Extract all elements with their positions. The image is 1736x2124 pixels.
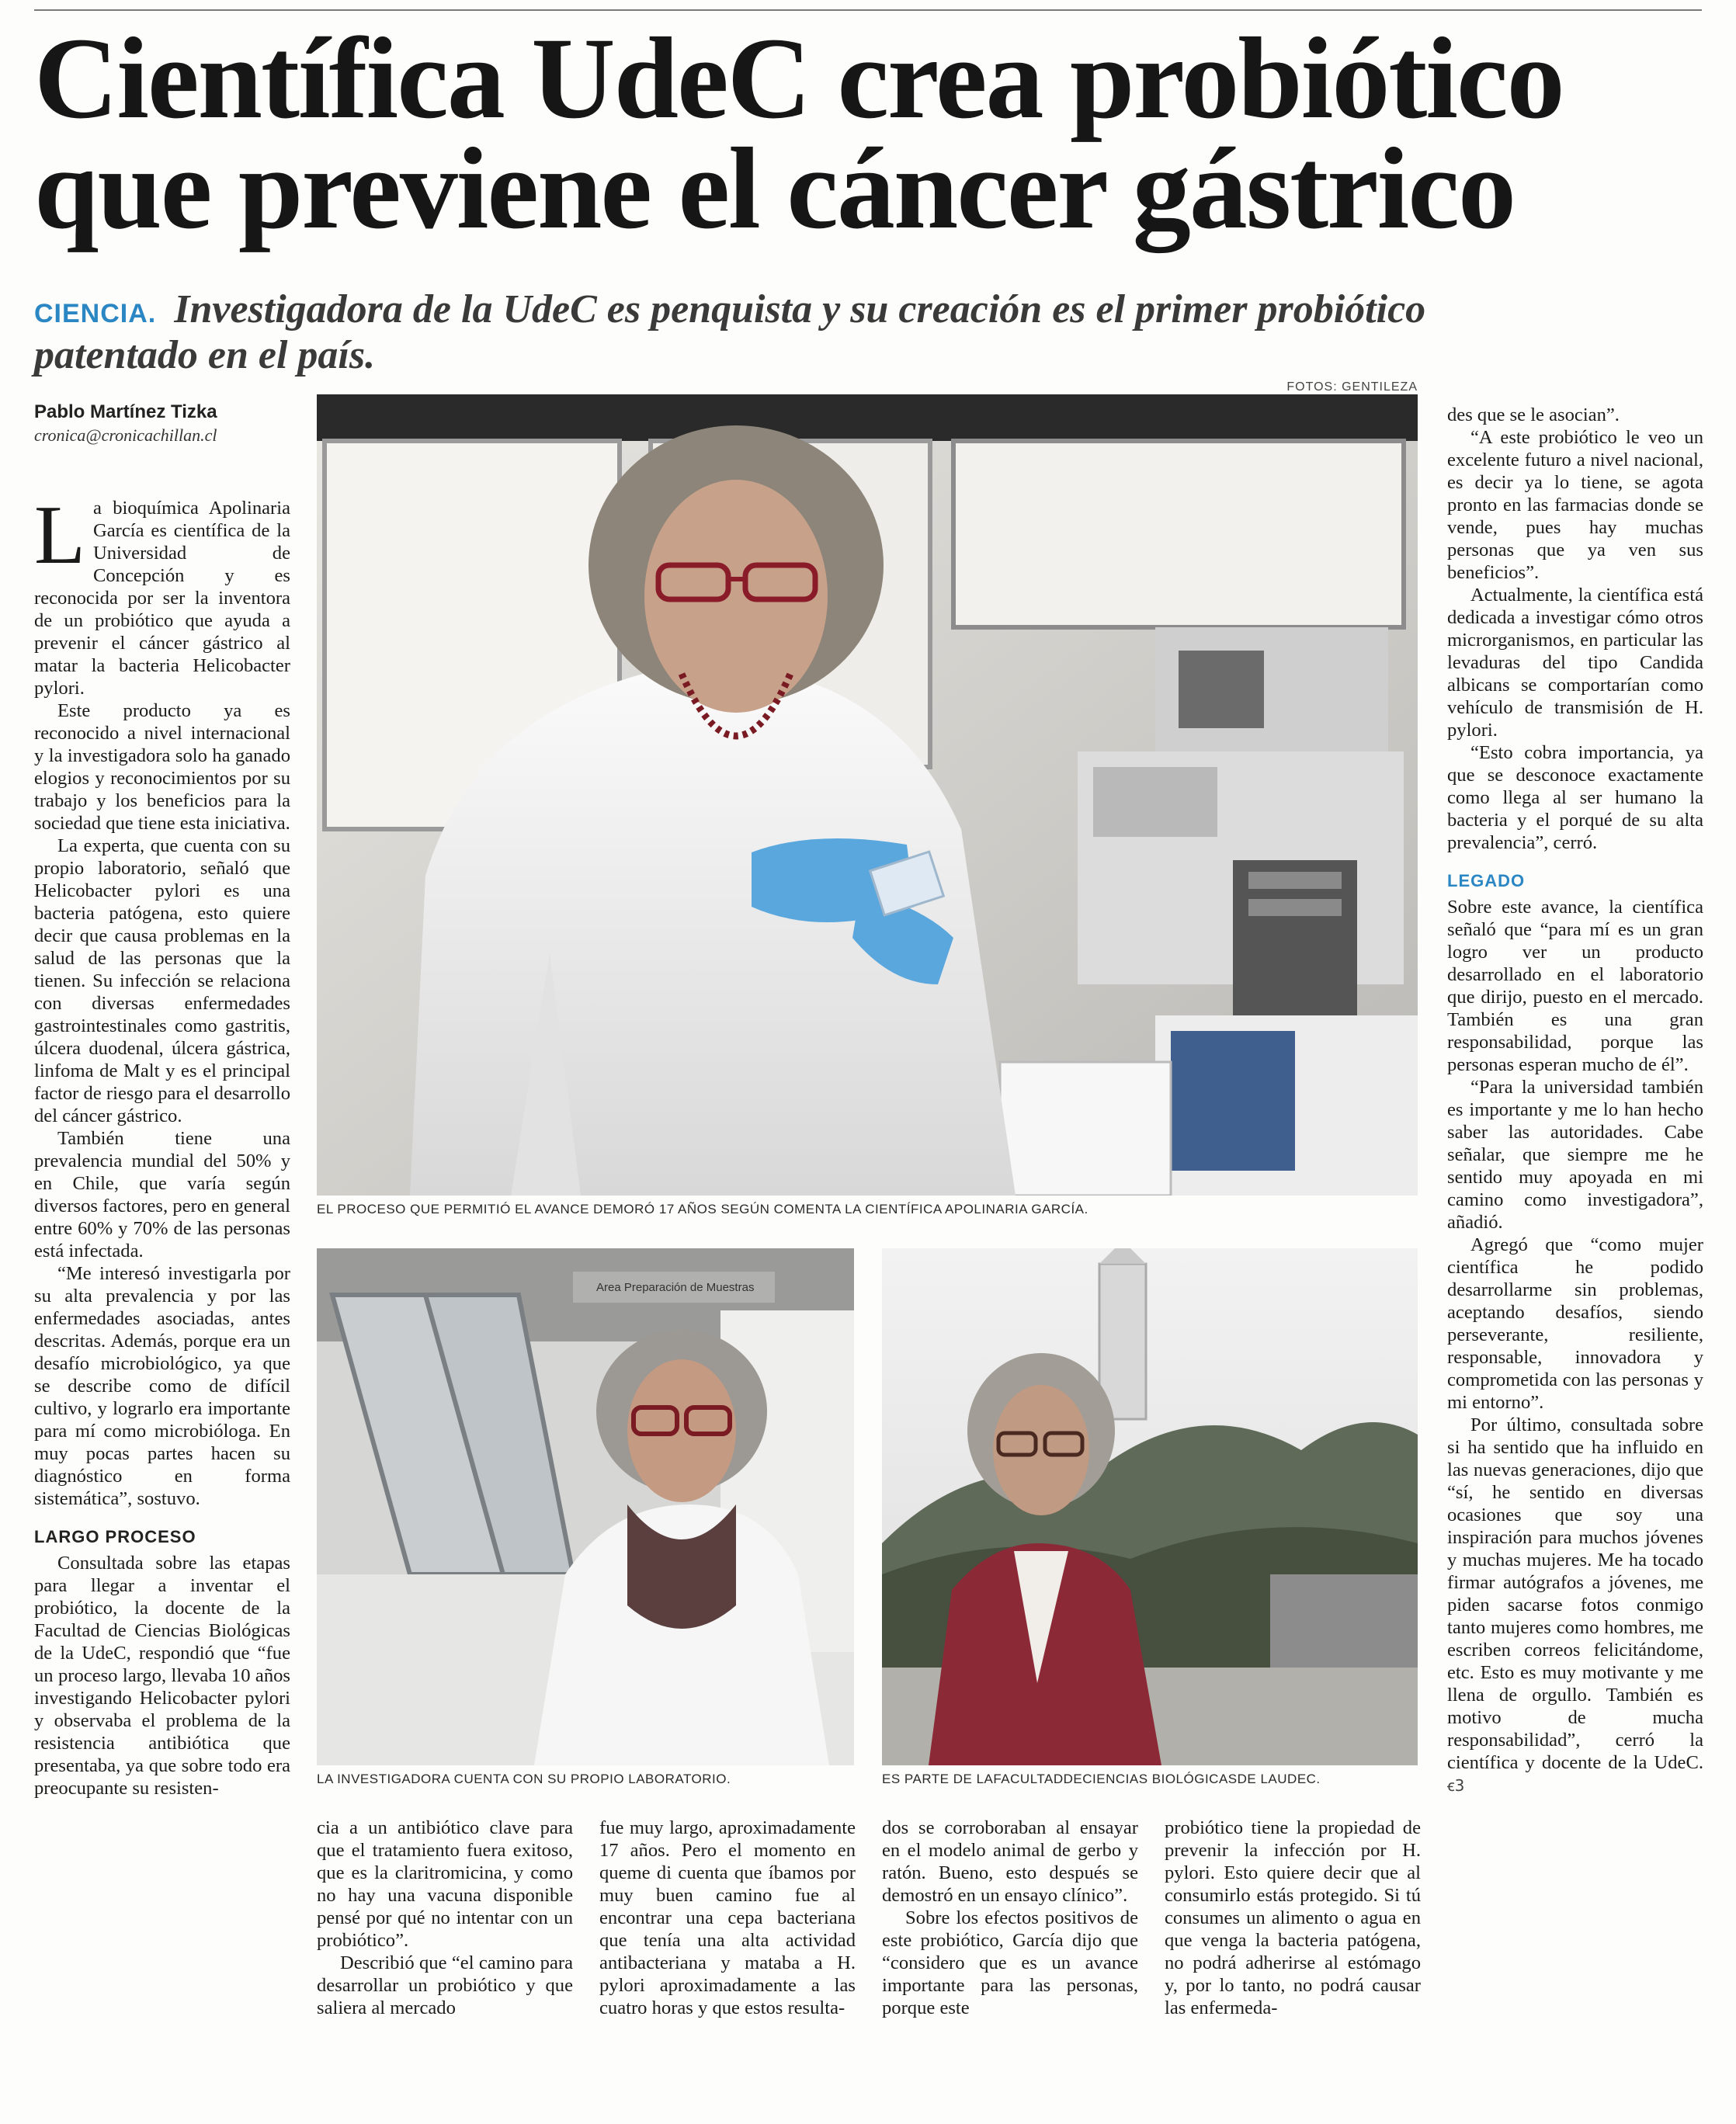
lab-portrait-photo bbox=[317, 1248, 854, 1765]
campus-portrait-photo bbox=[882, 1248, 1418, 1765]
subhead-legado: LEGADO bbox=[1447, 871, 1526, 890]
paragraph: des que se le asocian”. bbox=[1447, 404, 1620, 425]
headline bbox=[34, 14, 1703, 253]
article-column-2 bbox=[317, 1817, 573, 2019]
lab-sign-text: Area Preparación de Muestras bbox=[596, 1281, 755, 1294]
article-column-4 bbox=[882, 1817, 1138, 2019]
subheadline-text: Investigadora de la UdeC es penquista y su creación es el primer probiótico patentado en el país. bbox=[34, 287, 1426, 377]
section-kicker: CIENCIA. bbox=[34, 299, 157, 328]
paragraph: dos se corroboraban al ensayar en el modelo animal de gerbo y ratón. Bueno, esto después se demostró en un ensayo clínico”. bbox=[882, 1817, 1138, 1906]
lab-scientist-photo bbox=[317, 394, 1418, 1196]
campus-photo bbox=[882, 1248, 1418, 1765]
paragraph: Consultada sobre las etapas para llegar a inventar el probiótico, la docente de la Facultad de Ciencias Biológicas de la UdeC, respondió que “fue un proceso largo, llevaba 10 años investigando Helicobacter pylori y observaba el problema de la resistencia antibiótica que presentaba, ya que sobre todo era preocupante su resisten- bbox=[34, 1553, 290, 1799]
paragraph: También tiene una prevalencia mundial del 50% y en Chile, que varía según diversos factores, pero en general entre 60% y 70% de las personas está infectada. bbox=[34, 1128, 290, 1262]
lab-photo bbox=[317, 1248, 854, 1765]
paragraph: Por último, consultada sobre si ha sentido que ha influido en las nuevas generaciones, dijo que “sí, he sentido en diversas ocasiones que soy una inspiración para muchos jóvenes y muchas mujeres. Me ha tocado firmar autógrafos a jóvenes, me piden sacarse fotos conmigo tanto mujeres como hombres, me escriben correos felicitándome, etc. Esto es muy motivante y me llena de orgullo. También es motivo de mucha responsabilidad”, cerró la científica y docente de la UdeC. ꞓ3 bbox=[1447, 1414, 1703, 1795]
main-photo bbox=[317, 394, 1418, 1196]
paragraph: cia a un antibiótico clave para que el tratamiento fuera exitoso, que es la claritromicina, y como no hay una vacuna disponible pensé por qué no intentar con un probiótico”. bbox=[317, 1817, 573, 1951]
subheadline bbox=[34, 289, 1587, 377]
end-mark-icon: ꞓ3 bbox=[1447, 1776, 1465, 1795]
paragraph: Sobre este avance, la científica señaló que “para mí es un gran logro ver un producto desarrollado en el laboratorio que dirijo, puesto en el mercado. También es una gran responsabilidad, porque las personas esperan mucho de él”. bbox=[1447, 897, 1703, 1075]
paragraph: Agregó que “como mujer científica he podido desarrollarme sin problemas, aceptando desafíos, siendo perseverante, resiliente, responsable, innovadora y comprometida con las personas y mi entorno”. bbox=[1447, 1234, 1703, 1413]
top-rule bbox=[34, 9, 1702, 11]
author-email: cronica@cronicachillan.cl bbox=[34, 425, 217, 445]
paragraph: “A este probiótico le veo un excelente futuro a nivel nacional, es decir ya lo tiene, se agota pronto en las farmacias donde se vende, pues hay muchas personas que ya ven sus beneficios”. bbox=[1447, 427, 1703, 583]
paragraph: probiótico tiene la propiedad de prevenir la infección por H. pylori. Esto quiere decir que al consumirlo estás protegido. Si tú consumes un alimento o agua en que venga la bacteria patógena, no podrá adherirse al estómago y, por lo tanto, no podrá causar las enfermeda- bbox=[1165, 1817, 1421, 2018]
paragraph: “Esto cobra importancia, ya que se desconoce exactamente como llega al ser humano la bacteria y el porqué de su alta prevalencia”, cerró. bbox=[1447, 742, 1703, 853]
paragraph: Sobre los efectos positivos de este probiótico, García dijo que “considero que es un avance importante para las personas, porque este bbox=[882, 1907, 1138, 2018]
paragraph: La bioquímica Apolinaria García es científica de la Universidad de Concepción y es reconocida por ser la inventora de un probiótico que ayuda a prevenir el cáncer gástrico al matar la bacteria Helicobacter pylori. bbox=[34, 489, 290, 699]
article-column-1 bbox=[34, 489, 290, 1800]
article-column-3 bbox=[599, 1817, 856, 2019]
paragraph: fue muy largo, aproximadamente 17 años. Pero el momento en queme di cuenta que íbamos por muy buen camino fue al encontrar una cepa bacteriana que tenía una alta actividad antibacteriana y mataba a H. pylori aproximadamente a las cuatro horas y que estos resulta- bbox=[599, 1817, 856, 2018]
subhead-largo-proceso: LARGO PROCESO bbox=[34, 1527, 196, 1546]
paragraph: Describió que “el camino para desarrollar un probiótico y que saliera al mercado bbox=[317, 1952, 573, 2018]
author-name: Pablo Martínez Tizka bbox=[34, 401, 217, 422]
headline-line-2: que previene el cáncer gástrico bbox=[34, 124, 1515, 253]
paragraph: Este producto ya es reconocido a nivel internacional y la investigadora solo ha ganado elogios y reconocimientos por su trabajo y los beneficios para la sociedad que tiene esta iniciativa. bbox=[34, 700, 290, 834]
article-column-6 bbox=[1447, 404, 1703, 1797]
lab-photo-caption: LA INVESTIGADORA CUENTA CON SU PROPIO LABORATORIO. bbox=[317, 1772, 731, 1786]
photo-credit: FOTOS: GENTILEZA bbox=[1286, 380, 1418, 394]
paragraph: “Me interesó investigarla por su alta prevalencia y por las enfermedades asociadas, antes descritas. Además, porque era un desafío microbiológico, ya que se describe como de difícil cultivo, y lograrlo era importante para mí como microbióloga. En muy pocas partes hacen su diagnóstico en forma sistemática”, sostuvo. bbox=[34, 1263, 290, 1509]
paragraph: La experta, que cuenta con su propio laboratorio, señaló que Helicobacter pylori es una bacteria patógena, esto quiere decir que causa problemas en la salud de las personas que la tienen. Su infección se relaciona con diversas enfermedades gastrointestinales como gastritis, úlcera duodenal, úlcera gástrica, linfoma de Malt y es el principal factor de riesgo para el desarrollo del cáncer gástrico. bbox=[34, 835, 290, 1126]
byline bbox=[34, 401, 298, 447]
campus-photo-caption: ES PARTE DE LAFACULTADDECIENCIAS BIOLÓGICASDE LAUDEC. bbox=[882, 1772, 1321, 1786]
paragraph: “Para la universidad también es importante y me lo han hecho saber las autoridades. Cabe señalar, que siempre me he sentido muy apoyada en mi camino como investigadora”, añadió. bbox=[1447, 1077, 1703, 1233]
article-column-5 bbox=[1165, 1817, 1421, 2019]
paragraph: Actualmente, la científica está dedicada a investigar cómo otros microrganismos, en particular las levaduras del tipo Candida albicans se comportarían como vehículo de transmisión de H. pylori. bbox=[1447, 585, 1703, 741]
drop-cap: L bbox=[34, 489, 85, 581]
headline-line-1: Científica UdeC crea probiótico bbox=[34, 14, 1564, 143]
main-photo-caption: EL PROCESO QUE PERMITIÓ EL AVANCE DEMORÓ 17 AÑOS SEGÚN COMENTA LA CIENTÍFICA APOLINARIA GARCÍA. bbox=[317, 1202, 1088, 1216]
